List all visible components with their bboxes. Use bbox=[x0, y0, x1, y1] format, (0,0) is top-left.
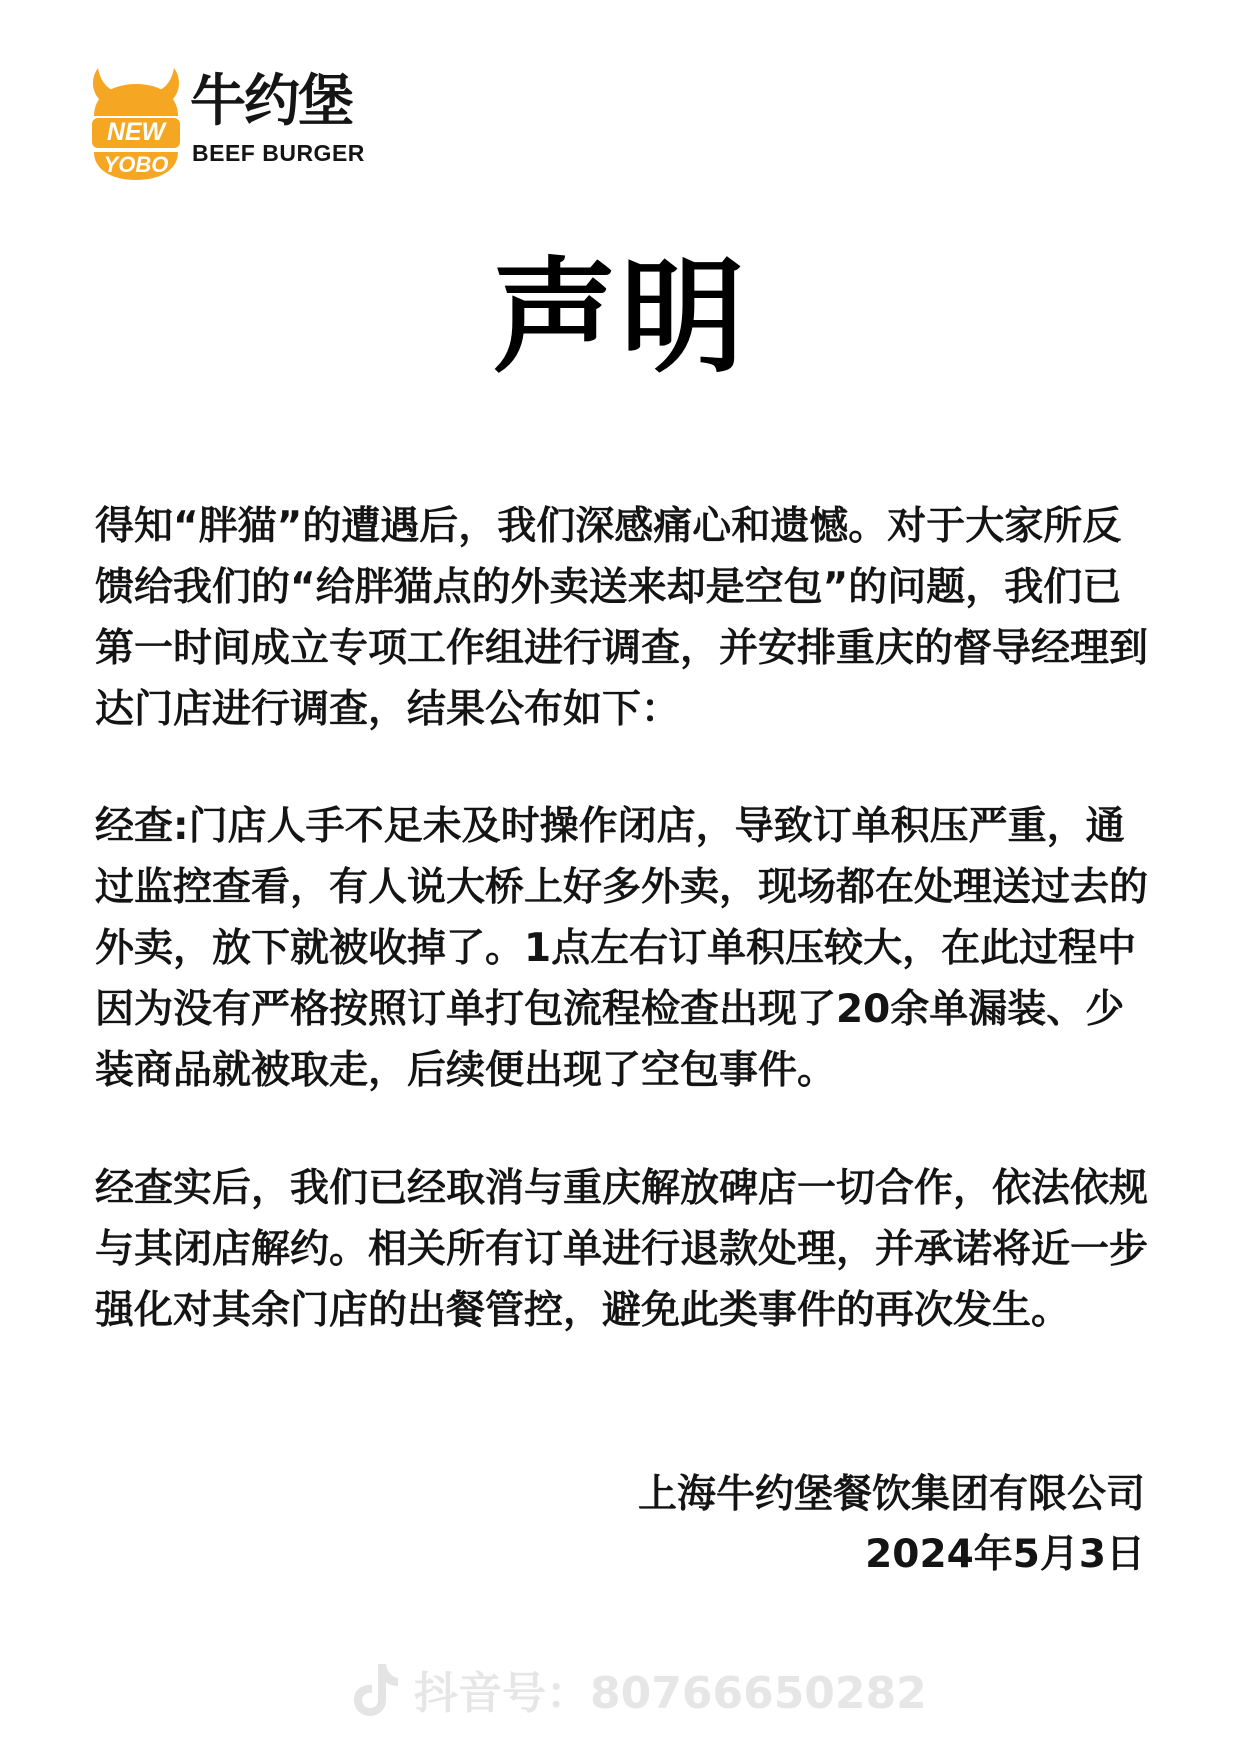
brand-name-cn: 牛约堡 bbox=[190, 69, 352, 134]
document-title: 声明 bbox=[492, 246, 749, 390]
paragraph-intro: 得知“胖猫”的遭遇后，我们深感痛心和遗憾。对于大家所反馈给我们的“给胖猫点的外卖送来却是空包”的问题，我们已第一时间成立专项工作组进行调查，并安排重庆的督导经理到达门店进行调查，结果公布如下： bbox=[95, 504, 1149, 732]
signature-company: 上海牛约堡餐饮集团有限公司 bbox=[637, 1472, 1145, 1517]
svg-text:NEW: NEW bbox=[106, 118, 166, 146]
douyin-watermark bbox=[350, 1656, 927, 1722]
new-yobo-logo-icon bbox=[86, 66, 186, 184]
paragraph-actions: 经查实后，我们已经取消与重庆解放碑店一切合作，依法依规与其闭店解约。相关所有订单进行退款处理，并承诺将近一步强化对其余门店的出餐管控，避免此类事件的再次发生。 bbox=[95, 1166, 1149, 1333]
tiktok-icon bbox=[350, 1660, 400, 1718]
brand-name-en: BEEF BURGER bbox=[192, 140, 365, 166]
signature-date: 2024年5月3日 bbox=[865, 1532, 1145, 1577]
brand-logo bbox=[86, 66, 386, 184]
watermark-text: 抖音号：80766650282 bbox=[414, 1668, 927, 1719]
paragraph-findings: 经查:门店人手不足未及时操作闭店，导致订单积压严重，通过监控查看，有人说大桥上好多外卖，现场都在处理送过去的外卖，放下就被收掉了。1点左右订单积压较大，在此过程中因为没有严格按照订单打包流程检查出现了20余单漏装、少装商品就被取走，后续便出现了空包事件。 bbox=[95, 804, 1149, 1093]
svg-text:YOBO: YOBO bbox=[103, 152, 169, 177]
